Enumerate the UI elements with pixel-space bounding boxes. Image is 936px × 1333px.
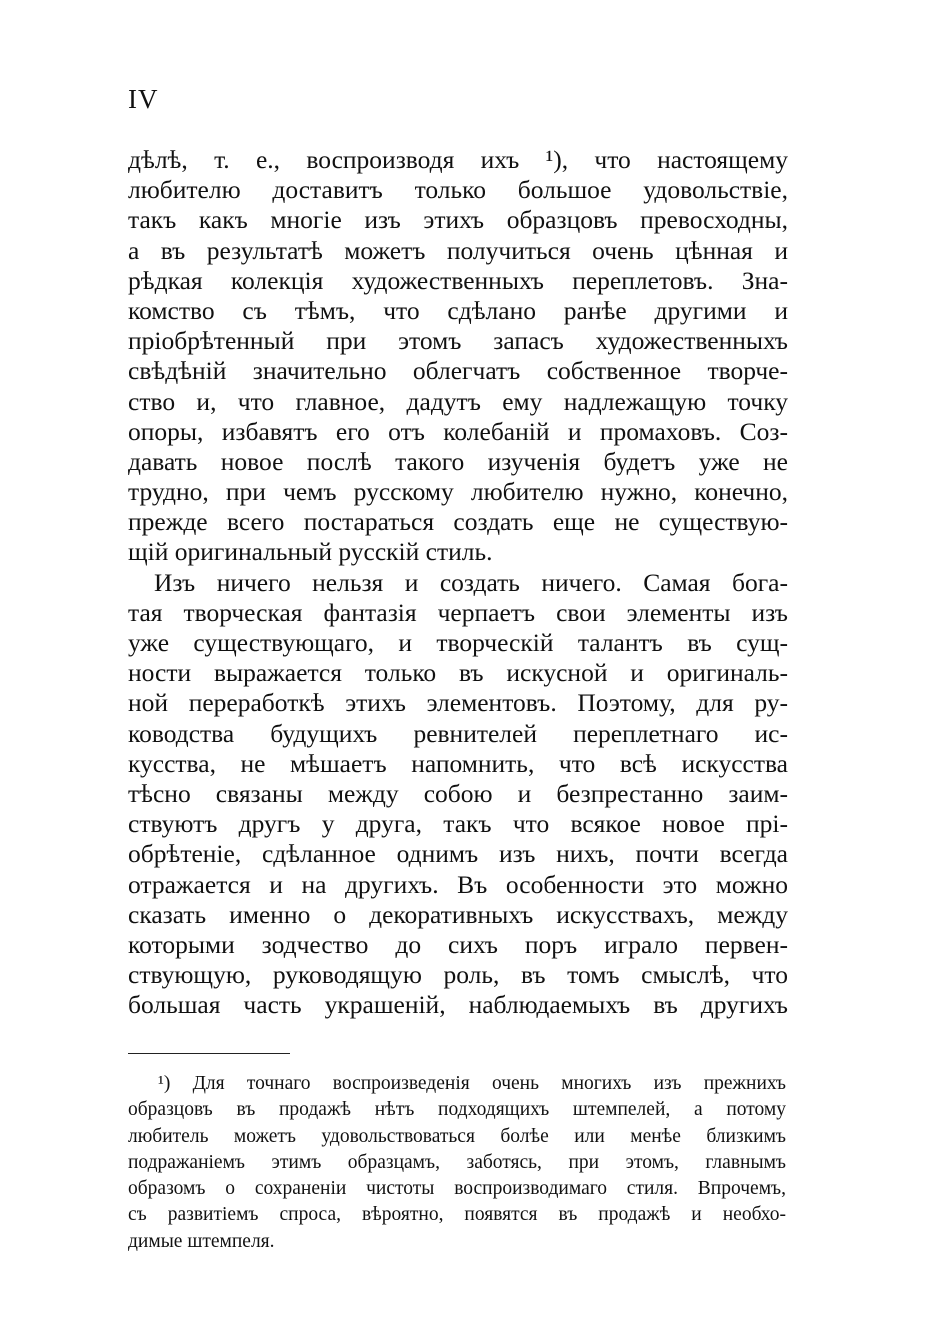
footnote-line: любитель можетъ удовольствоваться болѣе или менѣе близкимъ <box>128 1125 786 1147</box>
body-line: большая часть украшеній, наблюдаемыхъ въ другихъ <box>128 990 788 1020</box>
body-line: прежде всего постараться создать еще не существую- <box>128 507 788 537</box>
footnote-divider <box>128 1053 290 1054</box>
footnote-line: съ развитіемъ спроса, вѣроятно, появятся въ продажѣ и необхо- <box>128 1204 786 1226</box>
body-line: обрѣтеніе, сдѣланное однимъ изъ нихъ, почти всегда <box>128 839 788 869</box>
body-line: ной переработкѣ этихъ элементовъ. Поэтому, для ру- <box>128 688 788 718</box>
body-line: которыми зодчество до сихъ поръ играло первен- <box>128 929 788 959</box>
body-line: кусства, не мѣшаетъ напомнить, что всѣ искусства <box>128 748 788 778</box>
body-line: ководства будущихъ ревнителей переплетнаго ис- <box>128 718 788 748</box>
footnote-line: образцовъ въ продажѣ нѣтъ подходящихъ штемпелей, а потому <box>128 1099 786 1121</box>
body-line: пріобрѣтенный при этомъ запасъ художественныхъ <box>128 326 788 356</box>
body-line: опоры, избавятъ его отъ колебаній и промаховъ. Соз- <box>128 416 788 446</box>
page-number: IV <box>128 84 159 114</box>
body-line: трудно, при чемъ русскому любителю нужно, конечно, <box>128 477 788 507</box>
body-text <box>128 145 788 1020</box>
body-line: давать новое послѣ такого изученія будетъ уже не <box>128 446 788 476</box>
body-line: а въ результатѣ можетъ получиться очень цѣнная и <box>128 235 788 265</box>
footnote-line: образомъ о сохраненіи чистоты воспроизводимаго стиля. Впрочемъ, <box>128 1178 786 1200</box>
body-line: ствующую, руководящую роль, въ томъ смыслѣ, что <box>128 960 788 990</box>
body-line: ности выражается только въ искусной и оригиналь- <box>128 658 788 688</box>
body-line: свѣдѣній значительно облегчатъ собственное творче- <box>128 356 788 386</box>
body-line: тая творческая фантазія черпаетъ свои элементы изъ <box>128 597 788 627</box>
footnote-line: подражаніемъ этимъ образцамъ, заботясь, при этомъ, главнымъ <box>128 1151 786 1173</box>
body-line: рѣдкая колекція художественныхъ переплетовъ. Зна- <box>128 265 788 295</box>
body-line: дѣлѣ, т. е., воспроизводя ихъ ¹), что настоящему <box>128 145 788 174</box>
body-line: такъ какъ многіе изъ этихъ образцовъ превосходны, <box>128 205 788 235</box>
body-line: уже существующаго, и творческій талантъ въ сущ- <box>128 628 788 657</box>
body-line: комство съ тѣмъ, что сдѣлано ранѣе другими и <box>128 295 788 325</box>
body-line: отражается и на другихъ. Въ особенности это можно <box>128 869 788 899</box>
body-line: тѣсно связаны между собою и безпрестанно заим- <box>128 778 788 808</box>
body-line: ствуютъ другъ у друга, такъ что всякое новое прі- <box>128 809 788 839</box>
footnote <box>128 1071 786 1255</box>
body-line: щій оригинальный русскій стиль. <box>128 537 493 567</box>
footnote-line: димые штемпеля. <box>128 1230 275 1252</box>
body-line: любителю доставитъ только большое удовольствіе, <box>128 175 788 205</box>
body-line: ство и, что главное, дадутъ ему надлежащую точку <box>128 386 788 416</box>
body-line: сказать именно о декоративныхъ искусствахъ, между <box>128 899 788 929</box>
body-line: Изъ ничего нельзя и создать ничего. Самая бога- <box>154 567 788 597</box>
footnote-line: ¹) Для точнаго воспроизведенія очень многихъ изъ прежнихъ <box>158 1073 786 1094</box>
